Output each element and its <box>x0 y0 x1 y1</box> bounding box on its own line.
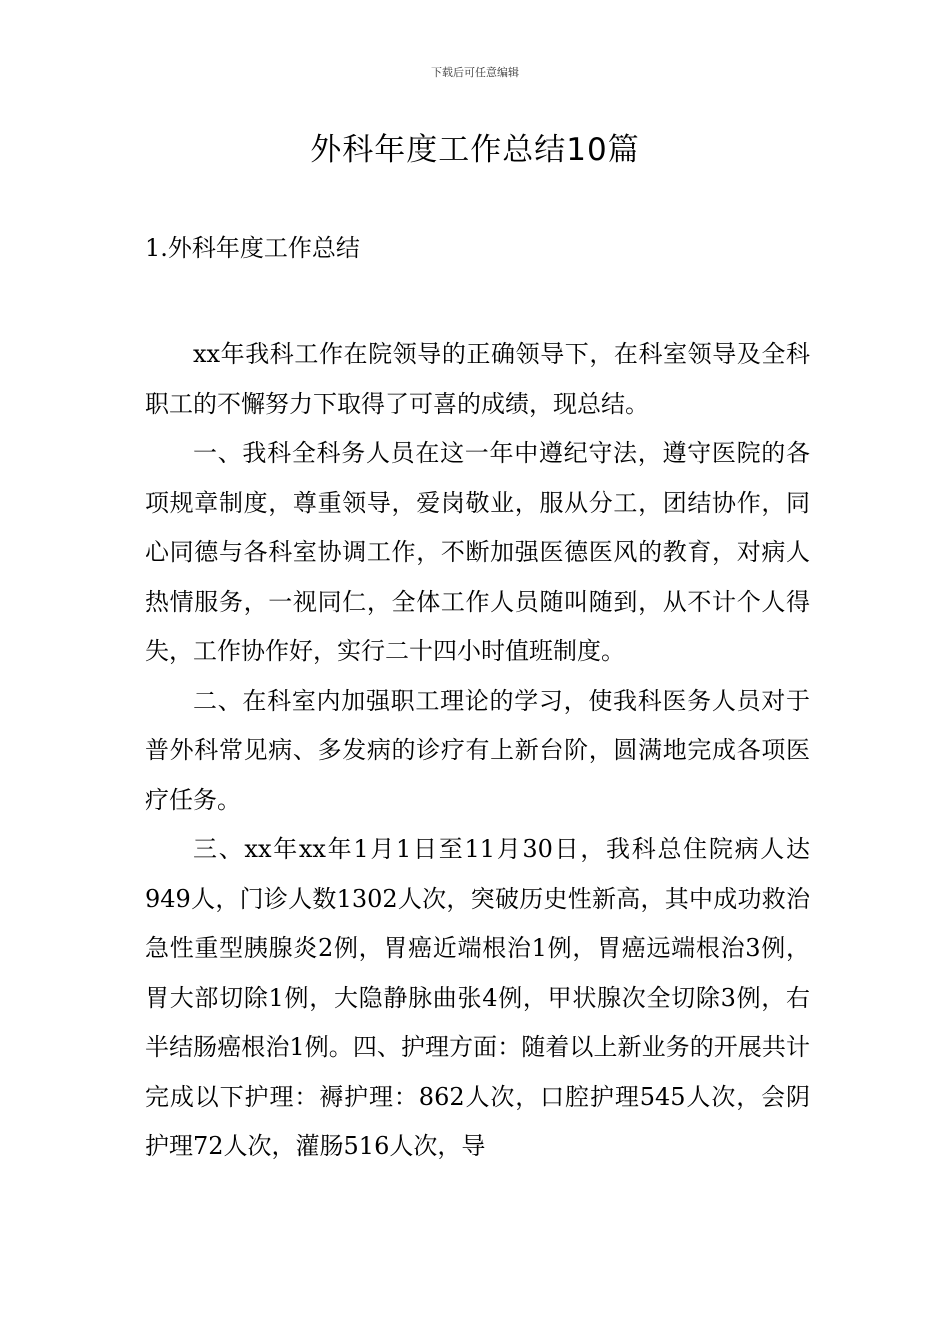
paragraph-intro: xx年我科工作在院领导的正确领导下，在科室领导及全科职工的不懈努力下取得了可喜的成绩，现总结。 <box>145 340 810 418</box>
page-header-note: 下载后可任意编辑 <box>431 66 519 79</box>
document-title: 外科年度工作总结10篇 <box>310 132 640 168</box>
paragraph-part-three: 三、xx年xx年1月1日至11月30日，我科总住院病人达949人，门诊人数1302人次，突破历史性新高，其中成功救治急性重型胰腺炎2例，胃癌近端根治1例，胃癌远端根治3例，胃大部切除1例，大隐静脉曲张4例，甲状腺次全切除3例，右半结肠癌根治1例。四、护理方面：随着以上新业务的开展共计完成以下护理：褥护理：862人次，口腔护理545人次，会阴护理72人次，灌肠516人次，导 <box>145 835 810 1160</box>
paragraph-part-two: 二、在科室内加强职工理论的学习，使我科医务人员对于普外科常见病、多发病的诊疗有上新台阶，圆满地完成各项医疗任务。 <box>145 686 810 814</box>
document-body <box>145 330 810 1172</box>
section-heading: 1.外科年度工作总结 <box>145 234 360 262</box>
paragraph-part-one: 一、我科全科务人员在这一年中遵纪守法，遵守医院的各项规章制度，尊重领导，爱岗敬业，服从分工，团结协作，同心同德与各科室协调工作，不断加强医德医风的教育，对病人热情服务，一视同仁，全体工作人员随叫随到，从不计个人得失，工作协作好，实行二十四小时值班制度。 <box>145 439 810 665</box>
